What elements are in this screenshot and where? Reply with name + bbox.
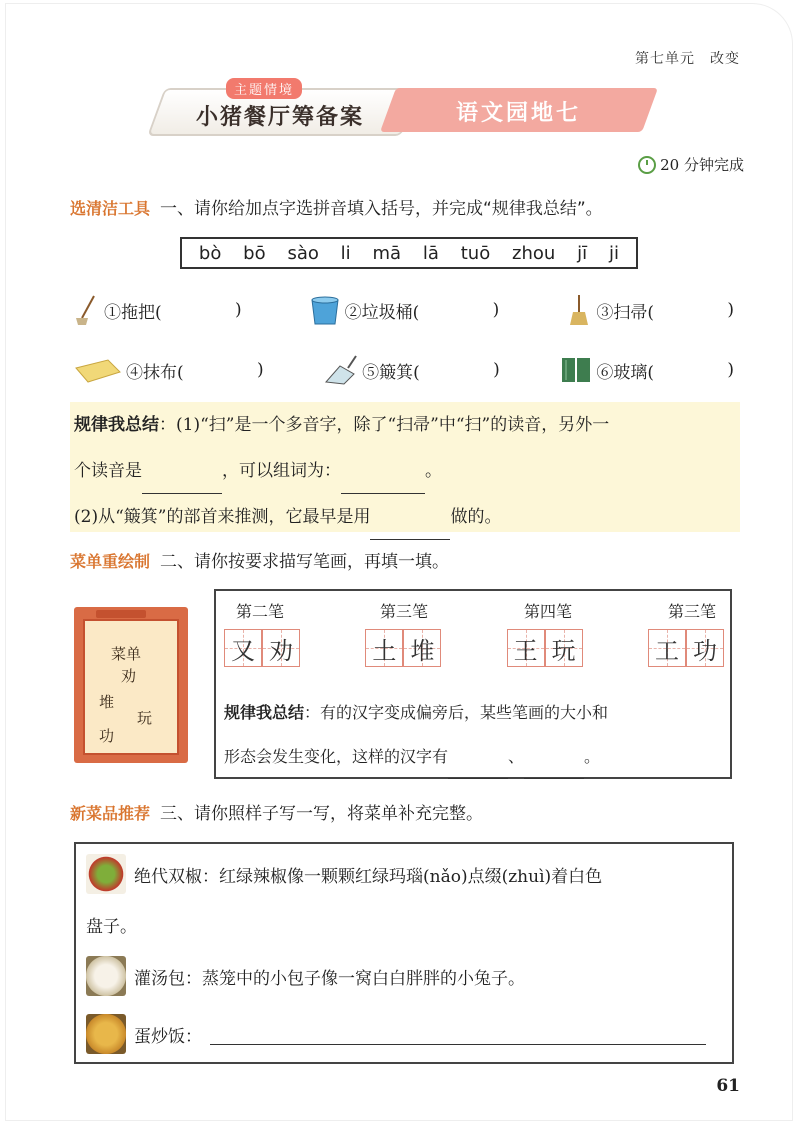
stroke-label: 第三笔 <box>667 602 716 621</box>
char-pair <box>648 629 724 667</box>
fried-rice-icon <box>86 1014 126 1054</box>
stroke-label: 第二笔 <box>236 602 285 621</box>
bucket-icon <box>309 294 341 326</box>
rule-text: 形态会发生变化，这样的汉字有 <box>224 747 449 766</box>
pinyin-option: bō <box>243 242 266 264</box>
rule-text: ：有的汉字变成偏旁后，某些笔画的大小和 <box>304 703 609 722</box>
rule-line <box>70 448 740 494</box>
answer-blank[interactable] <box>210 1024 706 1045</box>
pinyin-option: tuō <box>460 242 491 264</box>
char-pair <box>365 629 441 667</box>
q1-item <box>74 294 242 326</box>
q1-item <box>324 354 500 386</box>
stroke-exercise-box <box>214 589 732 779</box>
q1-item <box>566 294 734 326</box>
timer <box>638 154 744 175</box>
answer-blank[interactable] <box>448 758 508 779</box>
q1-text: 一、请你给加点字选拼音填入括号，并完成“规律我总结”。 <box>160 199 603 219</box>
q1-rule-summary <box>70 402 740 532</box>
rule-label: 规律我总结 <box>224 703 305 722</box>
tracing-cell[interactable]: 土 <box>365 629 403 667</box>
answer-paren[interactable]: ) <box>235 300 242 320</box>
char-pair <box>224 629 300 667</box>
pinyin-option: bò <box>198 242 222 264</box>
pinyin-option: mā <box>372 242 402 264</box>
tracing-cell[interactable]: 又 <box>224 629 262 667</box>
q1-items-row-2 <box>74 354 734 386</box>
theme-title: 小猪餐厅筹备案 <box>196 105 365 130</box>
stroke-label: 第四笔 <box>523 602 572 621</box>
q1-item <box>560 354 734 386</box>
answer-paren[interactable]: ) <box>492 300 500 320</box>
item-label: ④抹布( <box>126 362 184 383</box>
rule-line <box>224 735 724 779</box>
example-row <box>86 956 525 996</box>
answer-paren[interactable]: ) <box>257 360 264 380</box>
q2-rule-summary <box>224 691 724 779</box>
item-label: ⑤簸箕( <box>362 362 420 383</box>
pinyin-option: ji <box>608 242 619 264</box>
item-label: ①拖把( <box>104 302 162 323</box>
pinyin-option: li <box>340 242 351 264</box>
unit-label: 第七单元 改变 <box>635 51 740 67</box>
menu-char: 菜单 <box>111 645 142 663</box>
title-banner <box>156 83 656 136</box>
pinyin-option: lā <box>422 242 439 264</box>
example-row <box>86 1014 706 1054</box>
rule-line <box>70 494 740 540</box>
cloth-icon <box>74 354 122 386</box>
tracing-cell[interactable]: 功 <box>686 629 724 667</box>
tracing-cell[interactable]: 玩 <box>545 629 583 667</box>
section-title: 语文园地七 <box>456 101 582 126</box>
broom-icon <box>566 294 592 326</box>
rule-text: ，可以组词为： <box>222 461 341 481</box>
menu-char: 功 <box>99 727 115 745</box>
rule-label: 规律我总结 <box>74 415 159 435</box>
alarm-clock-icon <box>638 156 656 174</box>
dumpling-icon <box>86 956 126 996</box>
menu-char: 劝 <box>121 667 137 685</box>
example-row <box>86 854 602 894</box>
q1-item <box>74 354 264 386</box>
glass-icon <box>560 354 592 386</box>
page-number: 61 <box>716 1076 740 1096</box>
example-text: 绝代双椒：红绿辣椒像一颗颗红绿玛瑙(nǎo)点缀(zhuì)着白色 <box>134 866 603 887</box>
menu-ribbon <box>96 610 146 618</box>
tracing-cell[interactable]: 工 <box>648 629 686 667</box>
menu-char: 玩 <box>137 709 153 727</box>
q1-tag: 选清洁工具 <box>70 199 151 218</box>
example-text: 蛋炒饭： <box>134 1026 202 1047</box>
char-pair <box>507 629 583 667</box>
stroke-labels <box>236 599 716 622</box>
tracing-cell[interactable]: 劝 <box>262 629 300 667</box>
q3-text: 三、请你照样子写一写，将菜单补充完整。 <box>160 804 484 824</box>
answer-blank[interactable] <box>341 473 425 494</box>
q3-tag: 新菜品推荐 <box>70 804 151 823</box>
mop-icon <box>74 294 100 326</box>
q1-item <box>309 294 500 326</box>
pinyin-option: sào <box>287 242 319 264</box>
rule-text: (2)从“簸箕”的部首来推测，它最早是用 <box>74 507 371 527</box>
tracing-cell[interactable]: 王 <box>507 629 545 667</box>
item-label: ②垃圾桶( <box>344 302 420 323</box>
theme-tag: 主题情境 <box>226 78 302 99</box>
rule-text: 个读音是 <box>74 461 142 481</box>
pinyin-option: jī <box>577 242 588 264</box>
pinyin-options <box>180 237 638 269</box>
answer-paren[interactable]: ) <box>727 300 734 320</box>
menu-char: 堆 <box>99 693 115 711</box>
q2-tag: 菜单重绘制 <box>70 552 151 571</box>
tracing-cell[interactable]: 堆 <box>403 629 441 667</box>
stroke-label: 第三笔 <box>379 602 428 621</box>
rule-text: 。 <box>584 747 601 766</box>
menu-card-inner <box>83 619 179 755</box>
answer-paren[interactable]: ) <box>727 360 734 380</box>
q1-heading <box>70 194 603 219</box>
answer-blank[interactable] <box>524 758 584 779</box>
char-grid-row <box>224 629 724 667</box>
dustpan-icon <box>324 354 358 386</box>
menu-examples-box <box>74 842 734 1064</box>
rule-line <box>224 691 724 735</box>
pepper-dish-icon <box>86 854 126 894</box>
answer-blank[interactable] <box>142 473 222 494</box>
answer-paren[interactable]: ) <box>493 360 500 380</box>
example-text: 盘子。 <box>86 917 137 937</box>
timer-text: 20 分钟完成 <box>660 156 744 174</box>
rule-text: 、 <box>508 747 525 766</box>
example-text: 灌汤包：蒸笼中的小包子像一窝白白胖胖的小兔子。 <box>134 968 525 989</box>
item-label: ⑥玻璃( <box>596 362 654 383</box>
q3-heading <box>70 799 483 824</box>
q2-text: 二、请你按要求描写笔画，再填一填。 <box>160 552 450 572</box>
workbook-page <box>6 4 792 1120</box>
answer-blank[interactable] <box>370 519 450 540</box>
rule-text: ：(1)“扫”是一个多音字，除了“扫帚”中“扫”的读音，另外一 <box>159 415 610 435</box>
rule-text: 。 <box>425 461 442 481</box>
menu-card-image <box>74 607 188 763</box>
pinyin-option: zhou <box>512 242 556 264</box>
item-label: ③扫帚( <box>596 302 654 323</box>
rule-line <box>70 402 740 448</box>
q2-heading <box>70 547 449 572</box>
rule-text: 做的。 <box>450 507 502 527</box>
q1-items-row-1 <box>74 294 734 326</box>
